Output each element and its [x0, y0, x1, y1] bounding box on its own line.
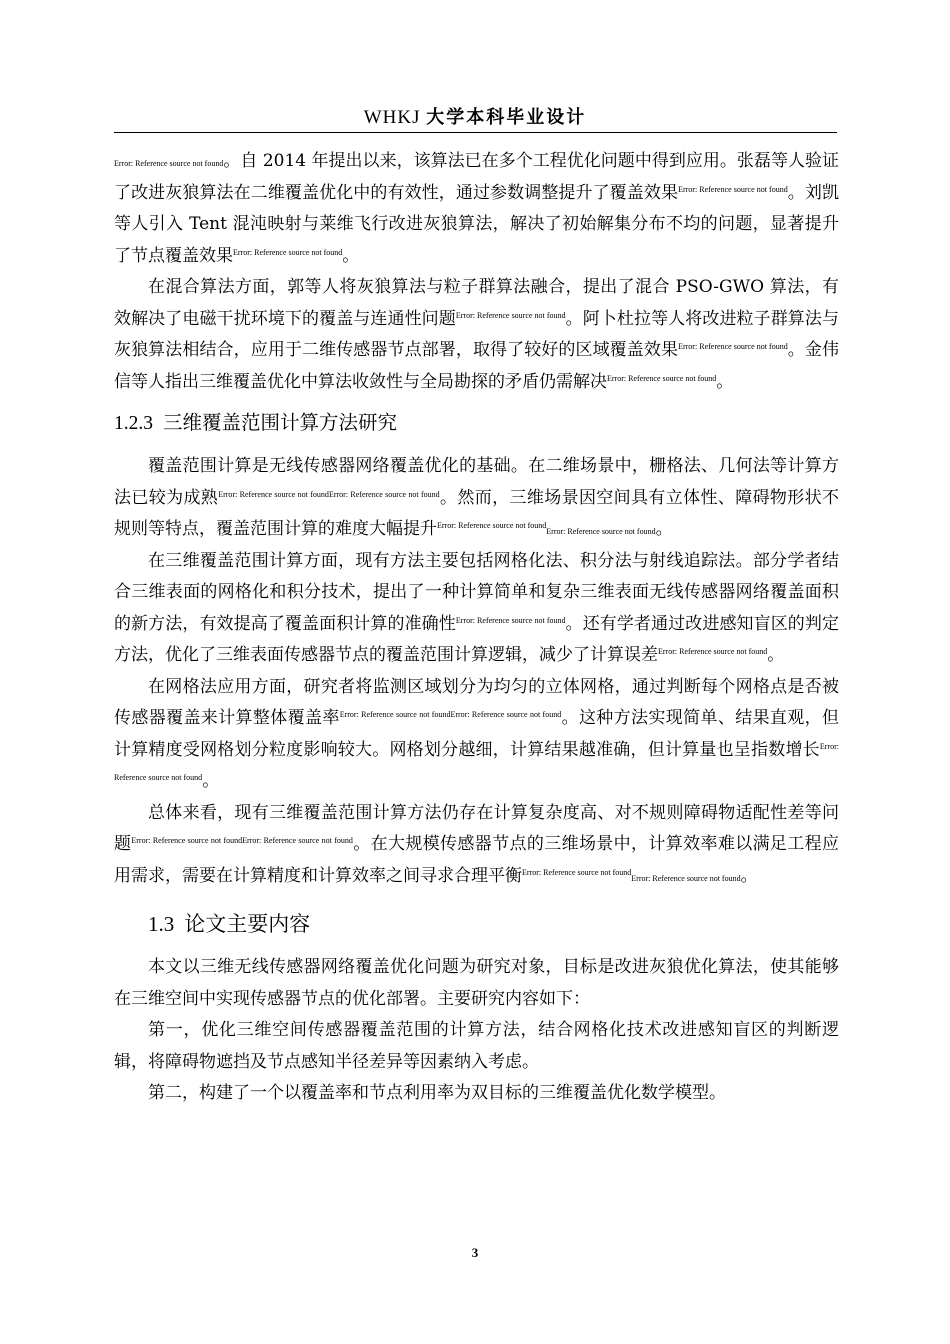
- reference-error: Error: Reference source not found: [114, 741, 839, 782]
- paragraph-6: [114, 798, 839, 893]
- reference-error: Error: Reference source not found: [455, 310, 566, 320]
- reference-error: Error: Reference source not found: [678, 184, 788, 194]
- reference-error: Error: Reference source not found: [114, 159, 224, 168]
- paragraph-2: [114, 272, 839, 398]
- paragraph-text: 。: [655, 519, 673, 539]
- paragraph-text: 。刘凯等人引入 Tent 混沌映射与莱维飞行改进灰狼算法，解决了初始解集分布不均的问题，显著提升了节点覆盖效果: [114, 182, 839, 266]
- section-number: 1.2.3: [114, 413, 153, 434]
- reference-error: Error: Reference source not found: [631, 873, 741, 883]
- paragraph-text: 。: [202, 771, 220, 791]
- header-title: 大学本科毕业设计: [426, 107, 587, 128]
- reference-error: Error: Reference source not found: [328, 489, 440, 499]
- reference-error: Error: Reference source not found: [218, 489, 329, 499]
- paragraph-3: [114, 451, 839, 546]
- reference-error: Error: Reference source not found: [131, 836, 243, 845]
- header-rule: [114, 132, 837, 133]
- section-heading-1-3: [148, 904, 839, 944]
- reference-error: Error: Reference source not found: [339, 710, 451, 719]
- paragraph-4: [114, 546, 839, 672]
- paragraph-text: 。: [767, 645, 785, 665]
- section-heading-1-2-3: [114, 404, 839, 443]
- reference-error: Error: Reference source not found: [233, 247, 343, 257]
- paragraph-9: 第二，构建了一个以覆盖率和节点利用率为双目标的三维覆盖优化数学模型。: [148, 1083, 726, 1103]
- reference-error: Error: Reference source not found: [546, 527, 656, 536]
- paragraph-text: 覆盖范围计算是无线传感器网络覆盖优化的基础。在二维场景中，栅格法、几何法等计算方法已较为成熟: [114, 456, 839, 508]
- paragraph-text: 。阿卜杜拉等人将改进粒子群算法与灰狼算法相结合，应用于二维传感器节点部署，取得了较好的区域覆盖效果: [114, 308, 839, 360]
- paragraph-text: 。: [342, 245, 360, 266]
- page-number: 3: [471, 1245, 479, 1260]
- paragraph-text: 。自 2014 年提出以来，该算法已在多个工程优化问题中得到应用。张磊等人验证了改进灰狼算法在二维覆盖优化中的有效性，通过参数调整提升了覆盖效果: [114, 151, 839, 203]
- section-title: 论文主要内容: [184, 912, 311, 936]
- section-number: 1.3: [148, 912, 175, 936]
- paragraph-8: 第一，优化三维空间传感器覆盖范围的计算方法，结合网格化技术改进感知盲区的判断逻辑，将障碍物遮挡及节点感知半径差异等因素纳入考虑。: [114, 1020, 839, 1072]
- section-title: 三维覆盖范围计算方法研究: [163, 411, 398, 434]
- paragraph-5: [114, 672, 839, 798]
- paragraph-text: 在混合算法方面，郭等人将灰狼算法与粒子群算法融合，提出了混合 PSO-GWO 算法，有效解决了电磁干扰环境下的覆盖与连通性问题: [114, 277, 839, 329]
- paragraph-text: 。然而，三维场景因空间具有立体性、障碍物形状不规则等特点，覆盖范围计算的难度大幅提升: [114, 487, 840, 539]
- paragraph-text: 。在大规模传感器节点的三维场景中，计算效率难以满足工程应用需求，需要在计算精度和计算效率之间寻求合理平衡: [114, 834, 840, 886]
- reference-error: Error: Reference source not found: [455, 615, 566, 625]
- paragraph-7: 本文以三维无线传感器网络覆盖优化问题为研究对象，目标是改进灰狼优化算法，使其能够在三维空间中实现传感器节点的优化部署。主要研究内容如下：: [114, 957, 839, 1009]
- paragraph-text: 。: [740, 865, 758, 886]
- page-header: [0, 103, 950, 129]
- paragraph-text: 。还有学者通过改进感知盲区的判定方法，优化了三维表面传感器节点的覆盖范围计算逻辑，减少了计算误差: [114, 613, 839, 665]
- reference-error: Error: Reference source not found: [658, 647, 768, 656]
- paragraph-text: 总体来看，现有三维覆盖范围计算方法仍存在计算复杂度高、对不规则障碍物适配性差等问题: [114, 802, 839, 854]
- reference-error: Error: Reference source not found: [242, 836, 353, 845]
- paragraph-text: 。这种方法实现简单、结果直观，但计算精度受网格划分粒度影响较大。网格划分越细，计算结果越准确，但计算量也呈指数增长: [114, 708, 840, 760]
- reference-error: Error: Reference source not found: [522, 867, 632, 877]
- paragraph-1: [114, 146, 839, 272]
- reference-error: Error: Reference source not found: [607, 373, 717, 383]
- paragraph-text: 在三维覆盖范围计算方面，现有方法主要包括网格化法、积分法与射线追踪法。部分学者结合三维表面的网格化和积分技术，提出了一种计算简单和复杂三维表面无线传感器网络覆盖面积的新方法，有效提高了覆盖面积计算的准确性: [114, 550, 839, 634]
- paragraph-text: 。: [716, 371, 734, 392]
- paragraph-text: 。金伟信等人指出三维覆盖优化中算法收敛性与全局勘探的矛盾仍需解决: [114, 340, 839, 392]
- reference-error: Error: Reference source not found: [678, 342, 788, 351]
- reference-error: Error: Reference source not found: [437, 521, 547, 530]
- header-prefix: WHKJ: [363, 107, 421, 128]
- page-body: [114, 146, 839, 1110]
- paragraph-text: 在网格法应用方面，研究者将监测区域划分为均匀的立体网格，通过判断每个网格点是否被传感器覆盖来计算整体覆盖率: [114, 676, 839, 728]
- reference-error: Error: Reference source not found: [450, 710, 562, 719]
